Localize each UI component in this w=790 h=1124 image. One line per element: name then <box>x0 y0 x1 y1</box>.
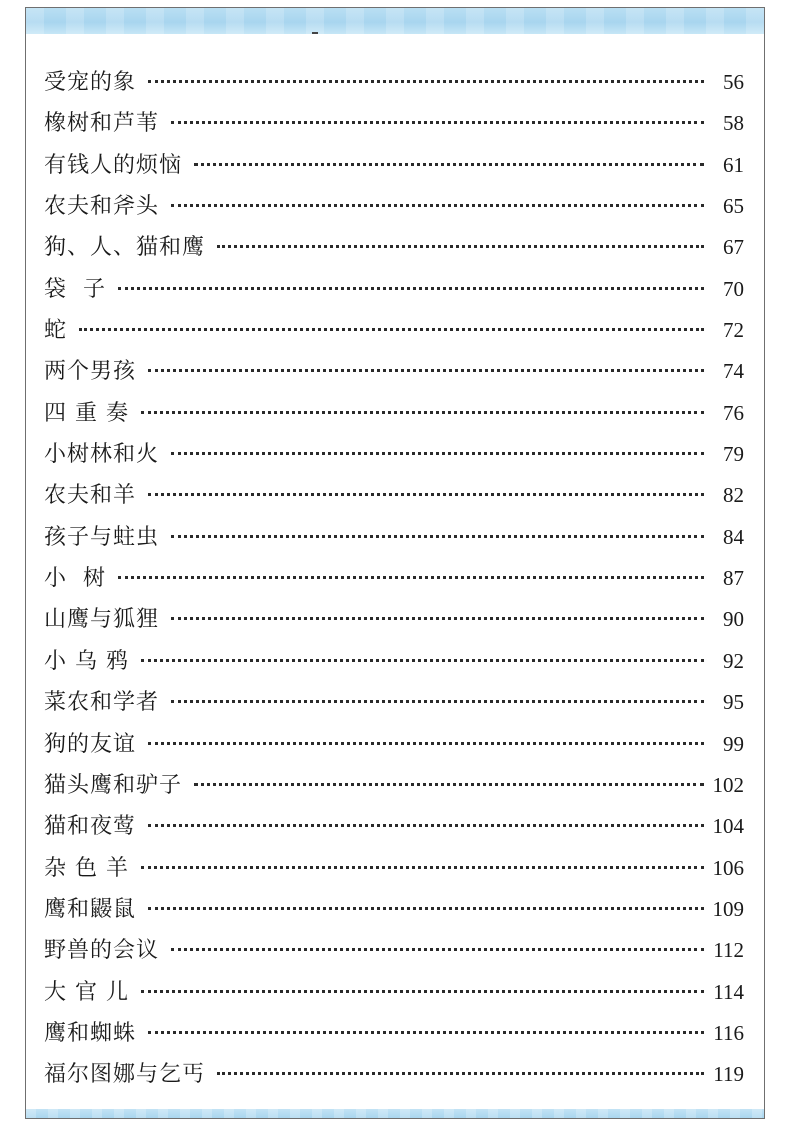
toc-entry-page-number: 114 <box>713 979 744 1004</box>
toc-entry-title: 野兽的会议 <box>44 938 160 964</box>
toc-entry-page-number: 61 <box>723 152 744 177</box>
toc-entry-title: 狗的友谊 <box>44 731 137 757</box>
dot-leader <box>194 783 704 786</box>
toc-entry[interactable] <box>44 63 744 104</box>
toc-entry-title: 农夫和羊 <box>44 483 137 509</box>
toc-entry[interactable] <box>44 931 744 972</box>
toc-entry-title: 猫和夜莺 <box>44 814 137 840</box>
toc-entry[interactable] <box>44 973 744 1014</box>
toc-entry[interactable] <box>44 1014 744 1055</box>
dot-leader <box>148 907 704 910</box>
toc-entry[interactable] <box>44 518 744 559</box>
table-of-contents <box>44 63 744 1097</box>
dot-leader <box>217 1072 704 1075</box>
toc-entry-page-number: 119 <box>713 1062 744 1087</box>
toc-entry-page-number: 99 <box>723 731 744 756</box>
toc-entry-title: 山鹰与狐狸 <box>44 607 160 633</box>
toc-entry-page-number: 104 <box>712 814 744 839</box>
toc-entry[interactable] <box>44 849 744 890</box>
dot-leader <box>148 80 704 83</box>
dot-leader <box>118 576 704 579</box>
toc-entry[interactable] <box>44 559 744 600</box>
toc-entry-page-number: 92 <box>723 648 744 673</box>
toc-entry-title: 鹰和蜘蛛 <box>44 1020 137 1046</box>
toc-entry[interactable] <box>44 807 744 848</box>
toc-entry-title: 小 乌 鸦 <box>44 648 129 674</box>
toc-entry-title: 福尔图娜与乞丐 <box>44 1062 206 1088</box>
toc-entry-title: 杂 色 羊 <box>44 855 129 881</box>
toc-entry-page-number: 70 <box>723 276 744 301</box>
toc-entry-page-number: 109 <box>712 896 744 921</box>
toc-entry-title: 狗、人、猫和鹰 <box>44 235 206 261</box>
dot-leader <box>171 617 704 620</box>
toc-entry-page-number: 106 <box>712 855 744 880</box>
dot-leader <box>141 866 704 869</box>
toc-entry[interactable] <box>44 352 744 393</box>
toc-entry-title: 袋 子 <box>44 276 106 302</box>
dot-leader <box>171 535 704 538</box>
dot-leader <box>171 204 704 207</box>
toc-entry-title: 小树林和火 <box>44 442 160 468</box>
toc-entry-title: 受宠的象 <box>44 70 137 95</box>
toc-entry[interactable] <box>44 766 744 807</box>
dot-leader <box>171 452 704 455</box>
toc-entry[interactable] <box>44 642 744 683</box>
dot-leader <box>171 121 704 124</box>
toc-entry-page-number: 116 <box>713 1020 744 1045</box>
toc-entry[interactable] <box>44 683 744 724</box>
dot-leader <box>171 700 704 703</box>
dot-leader <box>141 990 704 993</box>
dot-leader <box>148 1031 704 1034</box>
toc-entry-title: 两个男孩 <box>44 359 137 385</box>
toc-entry-page-number: 58 <box>723 111 744 136</box>
dot-leader <box>118 287 704 290</box>
dot-leader <box>148 493 704 496</box>
toc-entry-title: 四 重 奏 <box>44 400 129 426</box>
toc-entry-page-number: 90 <box>723 607 744 632</box>
print-speck <box>312 32 318 34</box>
toc-entry-title: 小 树 <box>44 566 106 592</box>
toc-entry[interactable] <box>44 311 744 352</box>
toc-entry-title: 橡树和芦苇 <box>44 111 160 137</box>
dot-leader <box>148 824 704 827</box>
dot-leader <box>141 659 704 662</box>
dot-leader <box>79 328 704 331</box>
toc-entry-page-number: 67 <box>723 235 744 260</box>
toc-entry[interactable] <box>44 146 744 187</box>
toc-entry-page-number: 72 <box>723 318 744 343</box>
toc-entry[interactable] <box>44 270 744 311</box>
toc-entry-title: 有钱人的烦恼 <box>44 152 183 178</box>
toc-entry-title: 鹰和鼹鼠 <box>44 896 137 922</box>
dot-leader <box>194 163 704 166</box>
toc-entry-page-number: 76 <box>723 400 744 425</box>
toc-entry-page-number: 87 <box>723 566 744 591</box>
toc-entry[interactable] <box>44 435 744 476</box>
toc-entry[interactable] <box>44 104 744 145</box>
toc-entry-page-number: 95 <box>723 690 744 715</box>
toc-entry-page-number: 102 <box>712 772 744 797</box>
toc-entry-page-number: 82 <box>723 483 744 508</box>
dot-leader <box>148 742 704 745</box>
toc-entry-title: 孩子与蛀虫 <box>44 524 160 550</box>
toc-entry-page-number: 84 <box>723 524 744 549</box>
toc-entry[interactable] <box>44 1055 744 1096</box>
toc-entry-title: 猫头鹰和驴子 <box>44 772 183 798</box>
toc-entry[interactable] <box>44 725 744 766</box>
toc-entry-page-number: 112 <box>713 938 744 963</box>
toc-entry-page-number: 74 <box>723 359 744 384</box>
bottom-decorative-band <box>26 1109 764 1118</box>
toc-entry-page-number: 56 <box>723 70 744 94</box>
toc-entry[interactable] <box>44 394 744 435</box>
toc-entry[interactable] <box>44 600 744 641</box>
dot-leader <box>141 411 704 414</box>
dot-leader <box>171 948 704 951</box>
dot-leader <box>217 245 704 248</box>
toc-entry[interactable] <box>44 187 744 228</box>
toc-entry-title: 大 官 儿 <box>44 979 129 1005</box>
toc-entry[interactable] <box>44 228 744 269</box>
toc-entry[interactable] <box>44 476 744 517</box>
top-decorative-band <box>26 8 764 34</box>
toc-entry-page-number: 65 <box>723 194 744 219</box>
dot-leader <box>148 369 704 372</box>
toc-entry-title: 农夫和斧头 <box>44 194 160 220</box>
toc-entry-title: 蛇 <box>44 318 68 344</box>
toc-entry[interactable] <box>44 890 744 931</box>
toc-entry-title: 菜农和学者 <box>44 690 160 716</box>
toc-entry-page-number: 79 <box>723 442 744 467</box>
